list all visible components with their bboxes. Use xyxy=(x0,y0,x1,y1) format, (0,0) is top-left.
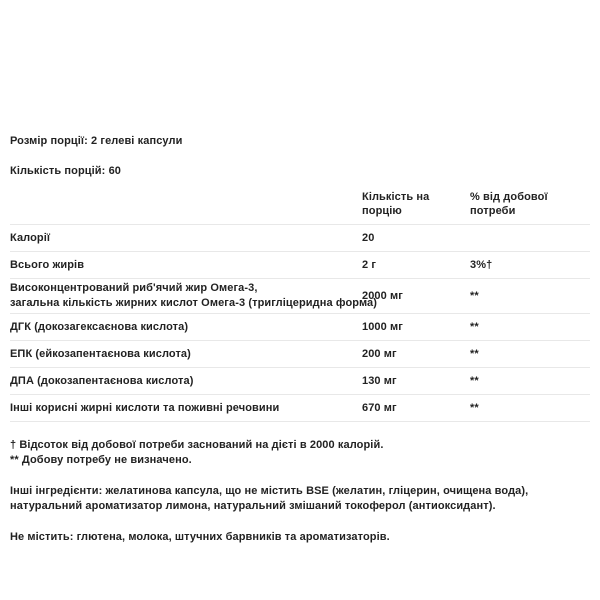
nutrient-name-cell: Всього жирів xyxy=(10,258,85,271)
free-from-allergens-text: Не містить: глютена, молока, штучних барвників та ароматизаторів. xyxy=(10,531,390,543)
nutrient-amount-cell: 670 мг xyxy=(362,401,397,414)
footnote-double-asterisk: ** Добову потребу не визначено. xyxy=(10,454,192,466)
table-row xyxy=(10,395,590,422)
nutrient-name-cell: ДПА (докозапентаєнова кислота) xyxy=(10,374,194,387)
nutrition-facts-table xyxy=(10,190,590,422)
column-header-nutrient xyxy=(10,190,362,225)
nutrient-daily-value-cell: ** xyxy=(470,401,479,414)
nutrient-name-cell: ЕПК (ейкозапентаєнова кислота) xyxy=(10,347,191,360)
nutrient-name-cell: Інші корисні жирні кислоти та поживні речовини xyxy=(10,401,280,414)
nutrient-amount-cell: 2 г xyxy=(362,258,377,271)
table-row xyxy=(10,314,590,341)
nutrient-name-line-1: Високонцентрований риб'ячий жир Омега-3, xyxy=(10,282,258,294)
nutrient-name-line-2: загальна кількість жирних кислот Омега-3 (тригліцеридна форма) xyxy=(10,297,378,309)
table-row xyxy=(10,341,590,368)
nutrient-name-cell xyxy=(10,279,378,314)
footnotes-block xyxy=(10,438,590,468)
table-header-row xyxy=(10,190,590,225)
table-row xyxy=(10,252,590,279)
nutrient-daily-value-cell: ** xyxy=(470,374,479,387)
nutrient-daily-value-cell: 3%† xyxy=(470,258,493,271)
serving-information xyxy=(10,0,590,178)
nutrient-name-cell: ДГК (докозагексаєнова кислота) xyxy=(10,320,189,333)
nutrient-daily-value-cell xyxy=(470,225,590,252)
nutrient-daily-value-cell: ** xyxy=(470,347,479,360)
nutrient-amount-cell: 130 мг xyxy=(362,374,397,387)
servings-per-container-line: Кількість порцій: 60 xyxy=(10,165,122,177)
footnote-dagger: † Відсоток від добової потреби заснований на дієті в 2000 калорій. xyxy=(10,439,384,451)
nutrient-amount-cell: 1000 мг xyxy=(362,320,403,333)
table-row xyxy=(10,279,590,314)
table-row xyxy=(10,225,590,252)
column-header-daily-value: % від добової потреби xyxy=(470,191,548,217)
nutrient-name-cell: Калорії xyxy=(10,231,51,244)
nutrient-daily-value-cell: ** xyxy=(470,289,479,302)
nutrient-amount-cell: 2000 мг xyxy=(362,289,403,302)
serving-size-line: Розмір порції: 2 гелеві капсули xyxy=(10,135,183,147)
table-header xyxy=(10,190,590,225)
nutrient-amount-cell: 200 мг xyxy=(362,347,397,360)
nutrient-daily-value-cell: ** xyxy=(470,320,479,333)
nutrient-amount-cell: 20 xyxy=(362,231,375,244)
other-ingredients-text: Інші інгредієнти: желатинова капсула, що не містить BSE (желатин, гліцерин, очищена вода), натуральний ароматизатор лимона, натуральний змішаний токоферол (антиоксидант). xyxy=(10,485,529,512)
column-header-amount-per-serving: Кількість на порцію xyxy=(362,191,430,217)
table-row xyxy=(10,368,590,395)
table-body xyxy=(10,225,590,422)
